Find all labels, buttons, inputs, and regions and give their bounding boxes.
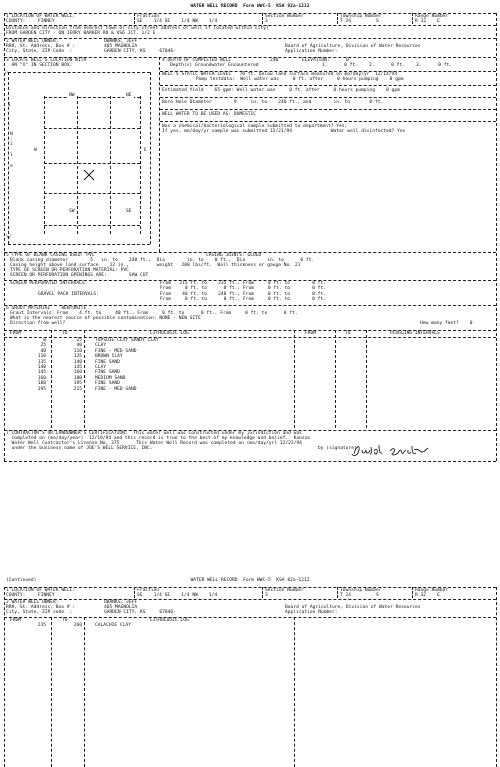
- divider: [4, 587, 5, 767]
- divider: [8, 72, 150, 73]
- contamination-source: What is the nearest source of possible contamination: NONE - NEW SITE: [10, 316, 201, 321]
- log-desc-cell: FINE - MED SAND: [95, 386, 137, 392]
- form-title-2: WATER WELL RECORD Form WWC-5 KSA 82a-1212: [190, 578, 310, 583]
- city-label-2: City, State, ZIP code :: [6, 610, 73, 615]
- direction-label: Direction from well?: [10, 321, 66, 326]
- fraction-label-2: Fraction: [137, 588, 160, 593]
- water-use: WELL WATER TO BE USED AS: DOMESTIC: [162, 112, 257, 117]
- log-desc-cell: MEDIUM SAND: [95, 375, 126, 381]
- fraction-value: SE 1/4 SE 1/4 NW 1/4: [137, 19, 218, 24]
- divider: [412, 13, 413, 24]
- locate-label-2: AN "X" IN SECTION BOX:: [6, 63, 73, 68]
- static-level: WELL'S STATIC WATER LEVEL 70 ft. below land surface measured on mo/day/yr 12/14/94: [162, 72, 398, 77]
- log-from-cell: 110: [37, 354, 46, 360]
- log-from-cell: 135: [37, 359, 46, 365]
- township-value-2: T 24 S: [340, 593, 379, 598]
- log-to-cell: 195: [73, 381, 82, 387]
- screen-interval-1: From 215 ft. to 235 ft., From 0 ft. to 0 ft.: [160, 281, 326, 286]
- screen-openings: SCREEN OR PERFORATION OPENINGS ARE: SAW CUT: [10, 273, 149, 278]
- divider: [134, 587, 135, 598]
- log-desc-cell: FINE - MED SAND: [95, 348, 137, 354]
- glyph: e: [10, 164, 13, 169]
- divider: [496, 13, 497, 461]
- grout-material: 6 GROUT MATERIAL BENTONITE: [6, 306, 87, 311]
- divider: [496, 587, 497, 767]
- divider: [51, 330, 52, 428]
- fraction-label: Fraction: [137, 14, 160, 19]
- log-desc-column-p2: [95, 623, 131, 628]
- screen-intervals-label: SCREEN PERFORATED INTERVALS:: [10, 281, 88, 286]
- divider: [110, 96, 111, 234]
- divider: [366, 330, 367, 428]
- glyph: 1: [8, 103, 11, 108]
- log-to-cell: 40: [76, 343, 82, 349]
- divider: [84, 330, 85, 428]
- log-from-column-p2: [10, 623, 46, 628]
- log-header-to-2: TO: [345, 331, 351, 336]
- divider: [134, 13, 135, 24]
- log-from-cell: 195: [37, 386, 46, 392]
- range-value-2: R 32 E: [415, 593, 440, 598]
- se-label: SE: [126, 209, 132, 214]
- casing-joints: CASING JOINTS: GLUED: [206, 253, 262, 258]
- township-label-2: Township Number: [340, 588, 382, 593]
- log-to-cell: 140: [73, 359, 82, 365]
- city-value-2: GARDEN CITY, KS 67846-: [104, 610, 176, 615]
- location-label: 1 LOCATION OF WATER WELL:: [6, 14, 76, 19]
- groundwater-label: Depth(s) Groundwater Encountered: [170, 63, 259, 68]
- depth-value: 240: [270, 58, 279, 63]
- bacteriological-sample: Was a chemical/bacteriological sample submitted to department? Yes;: [162, 124, 348, 129]
- county-value-2: FINNEY: [38, 593, 55, 598]
- location-label-2: 1 LOCATION OF WATER WELL:: [6, 588, 76, 593]
- ne-label: NE: [126, 93, 132, 98]
- log-from-cell: 160: [37, 375, 46, 381]
- n-letter: N: [10, 132, 13, 137]
- e-letter: E: [144, 148, 147, 153]
- log-header-from-2: FROM: [305, 331, 317, 336]
- log-to-cell: 135: [73, 354, 82, 360]
- divider: [160, 121, 496, 122]
- log-to-cell: 260: [73, 623, 82, 628]
- divider: [4, 599, 496, 600]
- log-to-cell: 110: [73, 348, 82, 354]
- range-label-2: Range Number: [415, 588, 449, 593]
- bacteriological-sample-2: If yes, mo/day/yr sample was submitted 12/21/94 Water well disinfected? Yes: [162, 129, 406, 134]
- log-desc-cell: BROWN CLAY: [95, 354, 123, 360]
- gravel-pack-label: GRAVEL PACK INTERVALS:: [38, 292, 99, 297]
- divider: [337, 587, 338, 598]
- divider: [4, 13, 5, 461]
- gravel-interval-2: From 0 ft. to 0 ft., From 0 ft. to 0 ft.: [160, 297, 326, 302]
- divider: [8, 244, 150, 245]
- groundwater-values: 1. 0 ft. 2. 0 ft. 3. 0 ft.: [322, 63, 452, 68]
- log-desc-cell: CALACHIE CLAY: [95, 623, 131, 628]
- depth-label: 4 DEPTH OF COMPLETED WELL: [162, 58, 232, 63]
- divider: [44, 96, 45, 234]
- section-label-2: Section Number: [265, 588, 304, 593]
- divider: [140, 96, 141, 234]
- log-from-column: [10, 338, 46, 392]
- certification-line-4: under the business name of JOE'S WELL SERVICE, INC.: [6, 446, 153, 451]
- board-label-2: Board of Agriculture, Division of Water Resources: [285, 605, 421, 610]
- glyph: \/: [6, 235, 12, 240]
- address-value-2: 405 MAGNOLIA: [104, 605, 138, 610]
- certification-line-1: 7 CONTRACTOR'S OR LANDOWNER'S CERTIFICATION: This water well was Constructed under my jurisdiction and was: [6, 431, 302, 436]
- well-location-x-mark: [84, 170, 94, 180]
- log-to-cell: 160: [73, 370, 82, 376]
- log-desc-column: [95, 338, 159, 392]
- continued-label: (Continued): [6, 578, 37, 583]
- estimated-yield: Estimated Yield 65 gpm: Well water was 0 ft. after 0 hours pumping 0 gpm: [162, 88, 400, 93]
- log-to-column-p2: [54, 623, 82, 628]
- screen-material: TYPE OF SCREEN OR PERFORATION MATERIAL: PVC: [10, 268, 129, 273]
- log-from-cell: 0: [43, 338, 46, 343]
- divider: [44, 193, 140, 194]
- address-label: RR#, St. Address, Box # :: [6, 44, 76, 49]
- log-from-cell: 235: [37, 623, 46, 628]
- divider: [160, 97, 496, 98]
- glyph: l: [10, 153, 13, 158]
- log-header-to: TO: [62, 331, 68, 336]
- log-from-cell: 180: [37, 381, 46, 387]
- township-label: Township Number: [340, 14, 382, 19]
- log-header-from: FROM: [10, 331, 22, 336]
- divider: [8, 72, 9, 244]
- application-number-label: Application Number:: [285, 49, 338, 54]
- glyph: :: [10, 137, 13, 142]
- form-title: WATER WELL RECORD Form WWC-5 KSA 82a-1212: [190, 4, 310, 9]
- casing-type: 5 TYPE OF BLANK CASING USED: PVC: [6, 253, 95, 258]
- blank-casing: Blank casing diameter 5 in. to 240 ft., Dia in. to 0 ft., Dia in. to 0 ft.: [10, 258, 315, 263]
- grout-intervals: Grout Intervals: From 4 ft. to 40 ft., From 0 ft. to 0 ft., From 0 ft. to 0 ft.: [10, 311, 298, 316]
- section-label: Section Number: [265, 14, 304, 19]
- log-from-cell: 25: [40, 343, 46, 349]
- owner-label-2: 2 WATER WELL OWNER:: [6, 600, 59, 605]
- log-to-cell: 180: [73, 375, 82, 381]
- signature-text: [362, 450, 369, 455]
- log-header-lithologic: LITHOLOGIC LOG: [150, 331, 189, 336]
- range-value: R 32 E: [415, 19, 440, 24]
- bore-hole: Bore Hole Diameter 9 in. to 240 ft., and in. to 0 ft.: [162, 100, 384, 105]
- address-value: 405 MAGNOLIA: [104, 44, 138, 49]
- divider: [77, 96, 78, 234]
- log-header-from-p2: FROM: [10, 618, 22, 623]
- certification-line-3: Water Well Contractor's License No. 375 This Water Well Record was completed on (mo/day/yr) 12/22/94: [6, 441, 302, 446]
- log-to-column: [54, 338, 82, 392]
- divider: [159, 57, 160, 252]
- distance-value: FROM GARDEN CITY - ON JERRY BARKER RD & US6 JCT. 1/2 E: [6, 31, 156, 36]
- signature-label: by (signature): [318, 446, 357, 451]
- divider: [337, 13, 338, 24]
- divider: [4, 617, 496, 618]
- divider: [44, 225, 140, 226]
- city-value: GARDEN CITY, KS 67846-: [104, 49, 176, 54]
- screen-interval-2: From 0 ft. to 0 ft., From 0 ft. to 0 ft.: [160, 286, 326, 291]
- log-desc-cell: TOPSOIL CLAY SANDY CLAY: [95, 338, 159, 343]
- certification-line-2: completed on (mo/day/year) 12/19/94 and this record is true to the best of my knowledge and belief. Kansas: [6, 436, 311, 441]
- elevation-label: ELEVATION:: [302, 58, 330, 63]
- county-label-2: COUNTY:: [6, 593, 26, 598]
- divider: [51, 617, 52, 767]
- divider: [44, 163, 140, 164]
- pump-test: Pump testdata: Well water was 0 ft. after 0 hours pumping 0 gpm: [196, 77, 404, 82]
- divider: [84, 617, 85, 767]
- township-value: T 24 S: [340, 19, 379, 24]
- divider: [412, 587, 413, 598]
- range-label: Range Number: [415, 14, 449, 19]
- owner-label: 2 WATER WELL OWNER:: [6, 39, 59, 44]
- log-desc-cell: FINE SAND: [95, 359, 120, 365]
- owner-value-2: UBANKS, JEFF: [104, 600, 138, 605]
- section-value: 3: [265, 19, 268, 24]
- log-to-cell: 145: [73, 365, 82, 371]
- divider: [44, 128, 140, 129]
- log-from-cell: 145: [37, 370, 46, 376]
- section-value-2: 3: [265, 593, 268, 598]
- elevation-value: 0: [346, 58, 349, 63]
- glyph: i: [10, 142, 13, 147]
- log-desc-cell: FINE SAND: [95, 381, 120, 387]
- w-letter: W: [34, 148, 37, 153]
- log-desc-cell: FINE SAND: [95, 370, 120, 376]
- divider: [160, 85, 496, 86]
- owner-value: UBANKS, JEFF: [104, 39, 138, 44]
- city-label: City, State, ZIP Code :: [6, 49, 73, 54]
- log-desc-cell: CLAY: [95, 365, 107, 371]
- divider: [294, 617, 295, 767]
- divider: [4, 38, 496, 39]
- address-label-2: RR#, St. Address, Box # :: [6, 605, 76, 610]
- log-from-cell: 140: [37, 365, 46, 371]
- log-from-cell: 40: [40, 348, 46, 354]
- board-label: Board of Agriculture, Division of Water Resources: [285, 44, 421, 49]
- divider: [262, 13, 263, 24]
- distance-label: Distance and direction from nearest town or city street address of well if located within city?: [6, 26, 269, 31]
- divider: [160, 109, 496, 110]
- log-to-cell: 25: [76, 338, 82, 343]
- glyph: /\: [4, 72, 10, 77]
- application-number-label-2: Application Number:: [285, 610, 338, 615]
- locate-label: 3 LOCATE WELL'S LOCATION WITH: [6, 58, 87, 63]
- fraction-value-2: SE 1/4 SE 1/4 NW 1/4: [137, 593, 218, 598]
- sw-label: SW: [69, 209, 75, 214]
- divider: [335, 330, 336, 428]
- county-value: FINNEY: [38, 19, 55, 24]
- log-header-to-p2: TO: [62, 618, 68, 623]
- log-desc-cell: CLAY: [95, 343, 107, 349]
- log-header-lithologic-p2: LITHOLOGIC LOG: [150, 618, 189, 623]
- nw-label: NW: [69, 93, 75, 98]
- county-label: COUNTY:: [6, 19, 26, 24]
- casing-height: Casing height above land surface 12 in., weight 200 lbs/ft. Wall thickness or gauge No. 21: [10, 263, 301, 268]
- divider: [262, 587, 263, 598]
- divider: [150, 72, 151, 244]
- divider: [294, 330, 295, 428]
- how-many-feet: How many feet? 0: [420, 321, 473, 326]
- divider: [4, 461, 496, 462]
- gravel-interval-1: From 40 ft. to 240 ft., From 0 ft. to 0 ft.: [160, 292, 326, 297]
- log-to-cell: 215: [73, 386, 82, 392]
- log-header-plugging: PLUGGING INTERVALS: [390, 331, 440, 336]
